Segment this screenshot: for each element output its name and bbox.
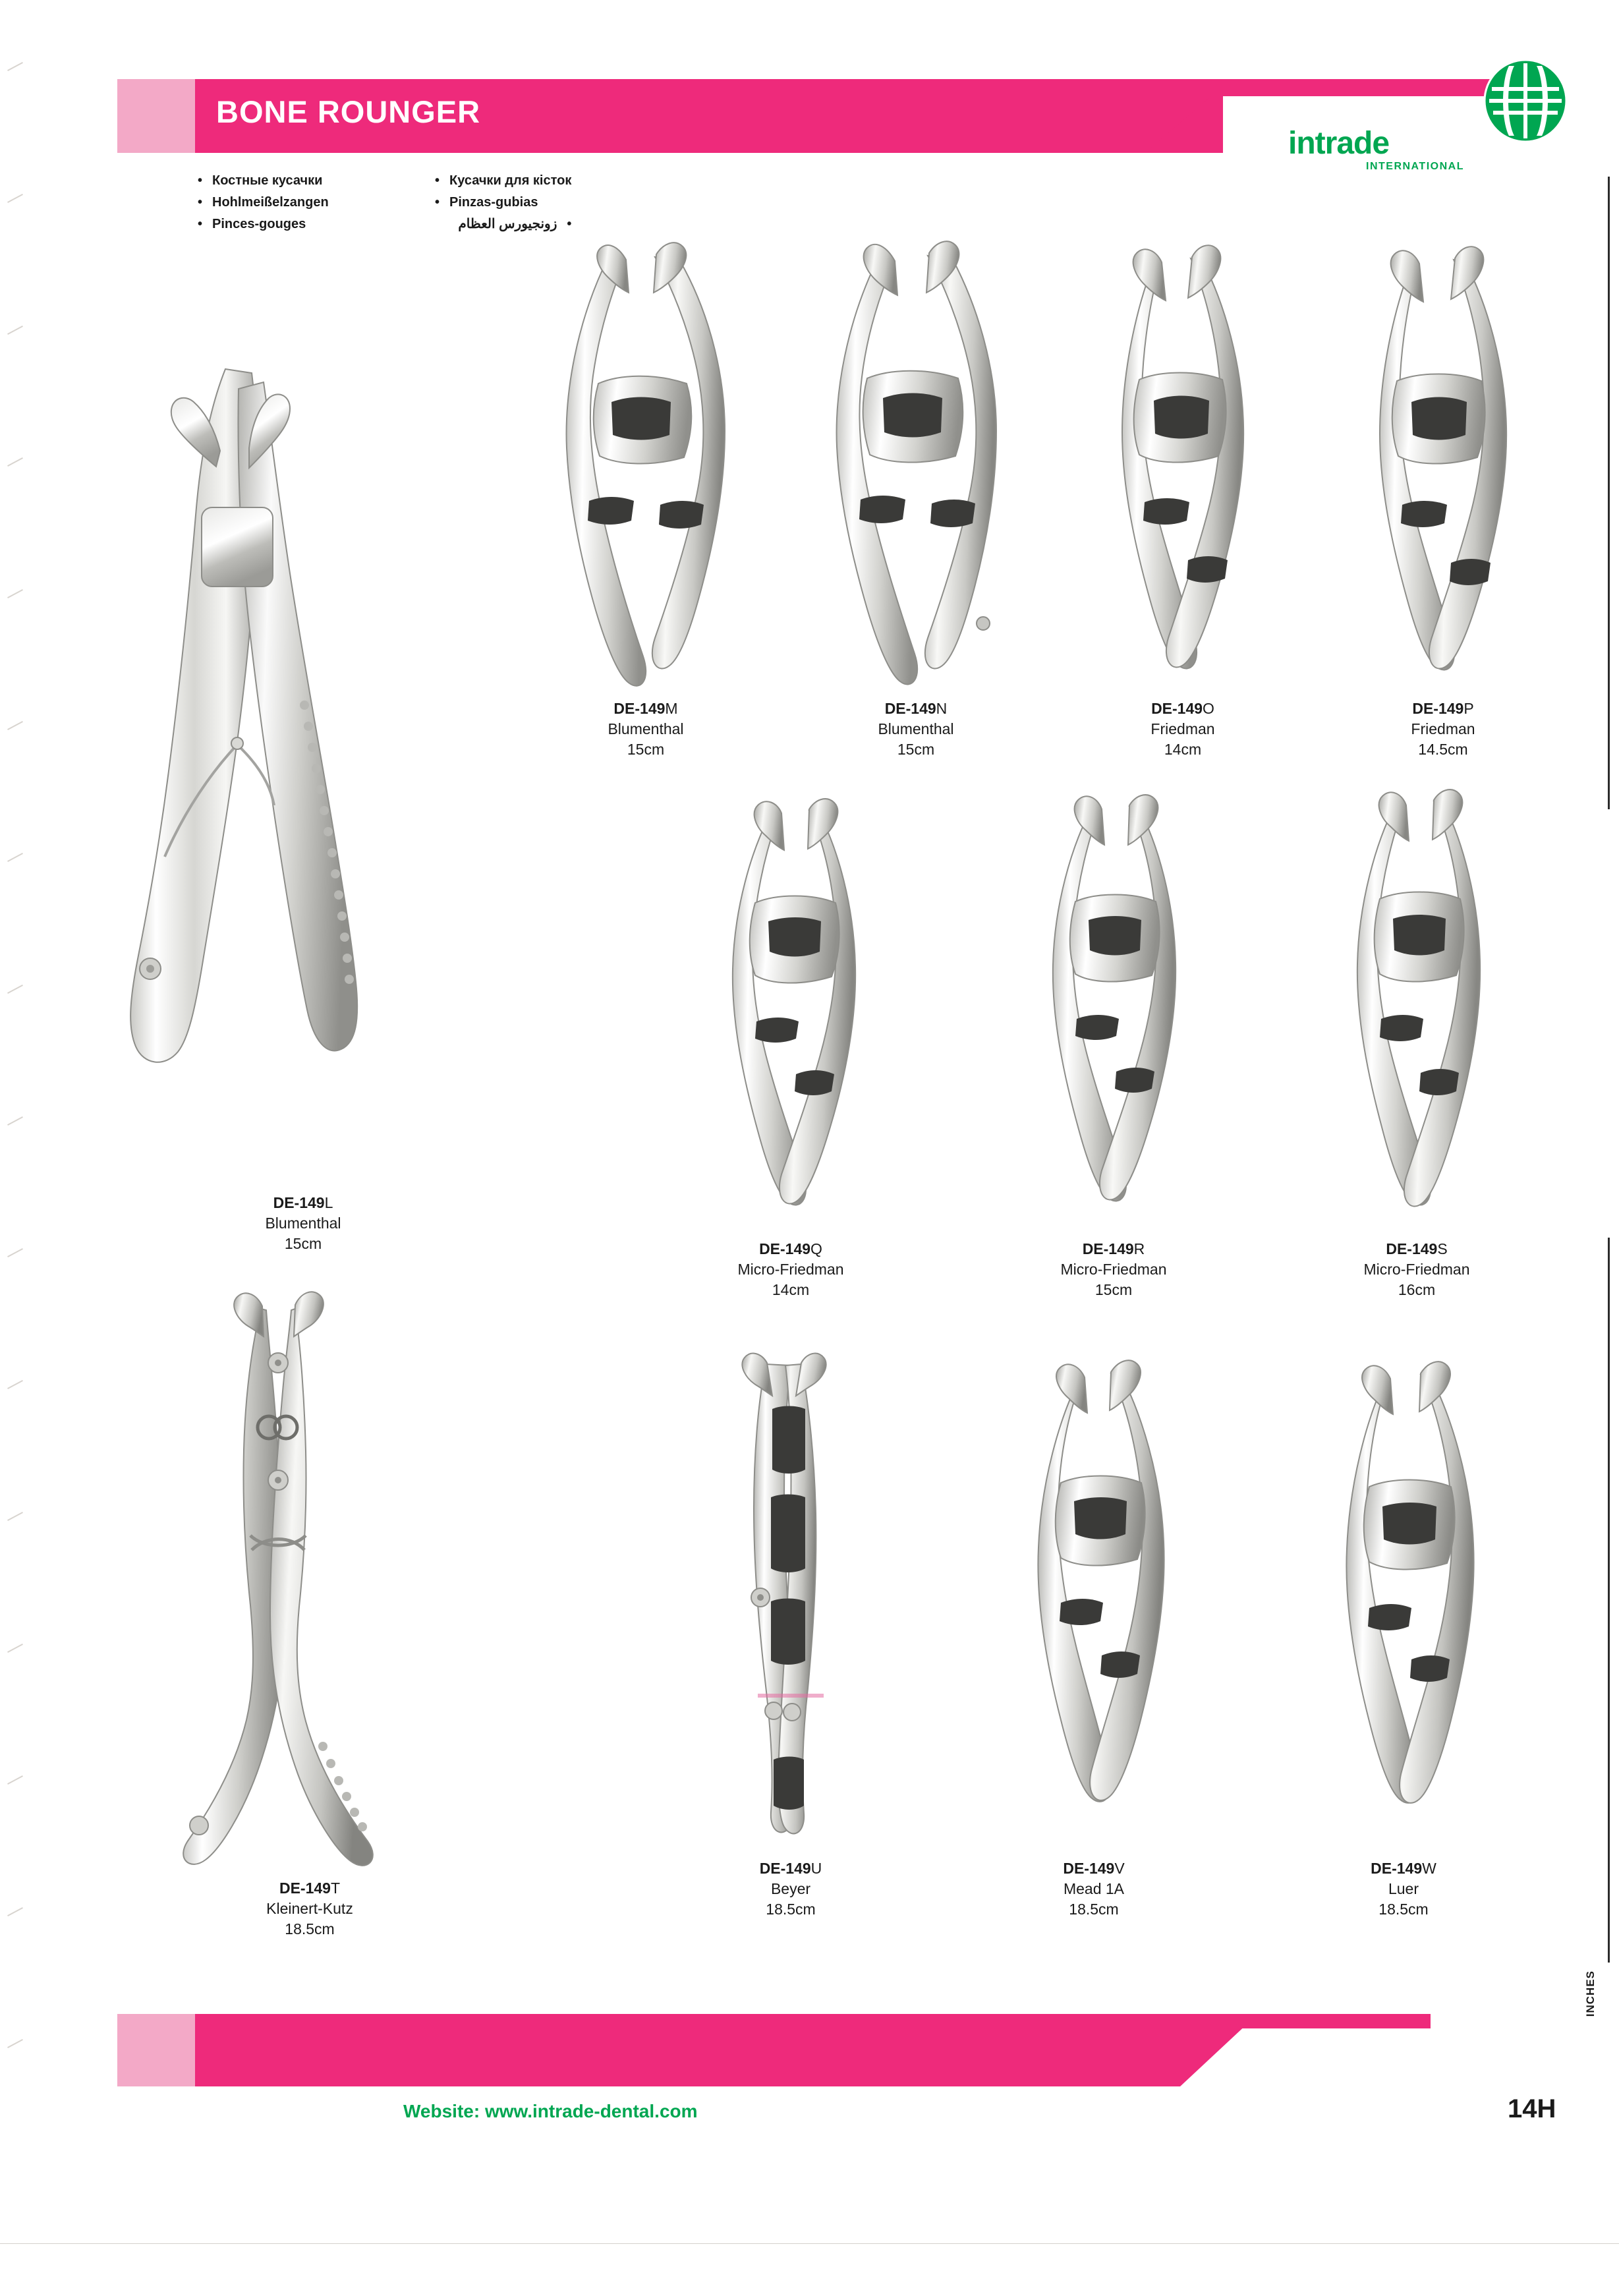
product-image-de-149w (1278, 1358, 1529, 1858)
product-caption-de-149m (521, 699, 771, 760)
language-item: • Pinces-gouges (198, 214, 329, 235)
product-code: DE-149Q (759, 1240, 822, 1257)
product-de-149q[interactable] (666, 797, 916, 1300)
product-name: Beyer (770, 1880, 811, 1897)
product-image-de-149p (1318, 244, 1568, 699)
header-banner (117, 79, 1455, 153)
inches-scale-label: INCHES (1584, 1970, 1597, 2017)
product-de-149t[interactable] (105, 1285, 514, 1939)
page-number: 14H (1508, 2094, 1556, 2123)
product-de-149o[interactable] (1058, 244, 1308, 760)
product-code: DE-149W (1371, 1860, 1436, 1877)
product-code: DE-149L (273, 1194, 333, 1211)
product-de-149l[interactable] (72, 310, 534, 1254)
product-size: 14cm (772, 1281, 810, 1298)
brand-name: intrade (1288, 126, 1390, 161)
footer-band-strip (1180, 2014, 1431, 2028)
product-image-de-149m (521, 237, 771, 699)
product-de-149n[interactable] (791, 237, 1041, 760)
product-caption-de-149q (666, 1239, 916, 1300)
right-rule-top (1608, 177, 1610, 809)
product-image-de-149l (72, 310, 534, 1193)
product-caption-de-149n (791, 699, 1041, 760)
product-name: Micro-Friedman (737, 1261, 844, 1278)
page-edge-marks (0, 0, 79, 2296)
product-name: Mead 1A (1063, 1880, 1125, 1897)
product-caption-de-149t (105, 1878, 514, 1939)
product-de-149s[interactable] (1292, 784, 1542, 1300)
header-band-strip (1145, 79, 1521, 96)
product-caption-de-149l (72, 1193, 534, 1254)
product-de-149u[interactable] (666, 1351, 916, 1920)
product-image-de-149t (105, 1285, 514, 1878)
product-code: DE-149O (1151, 700, 1214, 717)
product-code: DE-149R (1082, 1240, 1145, 1257)
bottom-hairline (0, 2243, 1619, 2244)
right-rule-bottom (1608, 1238, 1610, 1963)
product-caption-de-149v (969, 1858, 1219, 1920)
product-code: DE-149U (759, 1860, 822, 1877)
product-de-149w[interactable] (1278, 1358, 1529, 1920)
product-caption-de-149o (1058, 699, 1308, 760)
product-size: 14.5cm (1418, 741, 1468, 758)
footer-banner (117, 2014, 1429, 2086)
product-de-149v[interactable] (969, 1358, 1219, 1920)
product-code: DE-149S (1386, 1240, 1448, 1257)
footer-band-accent (195, 2014, 1180, 2086)
footer-band-accent-light (117, 2014, 195, 2086)
product-de-149r[interactable] (988, 791, 1239, 1300)
product-image-de-149q (666, 797, 916, 1239)
product-size: 18.5cm (285, 1920, 335, 1937)
language-list-column-1 (198, 170, 329, 235)
product-code: DE-149P (1412, 700, 1474, 717)
brand-subtitle: INTERNATIONAL (1366, 161, 1464, 172)
footer-website[interactable]: Website: www.intrade-dental.com (403, 2101, 698, 2121)
language-item: • Кусачки для кісток (435, 170, 571, 192)
product-image-de-149v (969, 1358, 1219, 1858)
product-name: Blumenthal (878, 720, 954, 737)
product-image-de-149o (1058, 244, 1308, 699)
product-name: Micro-Friedman (1363, 1261, 1470, 1278)
product-name: Blumenthal (265, 1215, 341, 1232)
product-image-de-149n (791, 237, 1041, 699)
product-name: Micro-Friedman (1060, 1261, 1167, 1278)
product-size: 16cm (1398, 1281, 1436, 1298)
product-size: 15cm (284, 1235, 322, 1252)
product-name: Blumenthal (608, 720, 684, 737)
header-band-accent-light (117, 79, 195, 153)
product-name: Friedman (1411, 720, 1475, 737)
product-caption-de-149w (1278, 1858, 1529, 1920)
product-de-149p[interactable] (1318, 244, 1568, 760)
product-size: 15cm (627, 741, 665, 758)
product-image-de-149r (988, 791, 1239, 1239)
product-code: DE-149T (279, 1880, 341, 1897)
language-item: • Hohlmeißelzangen (198, 192, 329, 214)
product-name: Friedman (1150, 720, 1215, 737)
language-item: • Костные кусачки (198, 170, 329, 192)
product-image-de-149u (666, 1351, 916, 1858)
product-caption-de-149p (1318, 699, 1568, 760)
language-list-column-2 (435, 170, 571, 235)
product-code: DE-149N (884, 700, 948, 717)
product-caption-de-149r (988, 1239, 1239, 1300)
product-size: 15cm (897, 741, 935, 758)
product-name: Kleinert-Kutz (266, 1900, 353, 1917)
product-image-de-149s (1292, 784, 1542, 1239)
product-size: 18.5cm (1378, 1901, 1429, 1918)
product-code: DE-149V (1063, 1860, 1125, 1877)
brand-logo (1288, 125, 1618, 198)
language-item-arabic: • زونجيورس العظام (435, 214, 571, 235)
globe-icon (1483, 58, 1568, 144)
product-caption-de-149s (1292, 1239, 1542, 1300)
product-de-149m[interactable] (521, 237, 771, 760)
product-caption-de-149u (666, 1858, 916, 1920)
page-title: BONE ROUNGER (216, 94, 481, 129)
product-name: Luer (1388, 1880, 1419, 1897)
product-size: 18.5cm (766, 1901, 816, 1918)
product-size: 14cm (1164, 741, 1202, 758)
product-size: 18.5cm (1069, 1901, 1119, 1918)
product-code: DE-149M (613, 700, 678, 717)
language-item: • Pinzas-gubias (435, 192, 571, 214)
product-size: 15cm (1094, 1281, 1133, 1298)
